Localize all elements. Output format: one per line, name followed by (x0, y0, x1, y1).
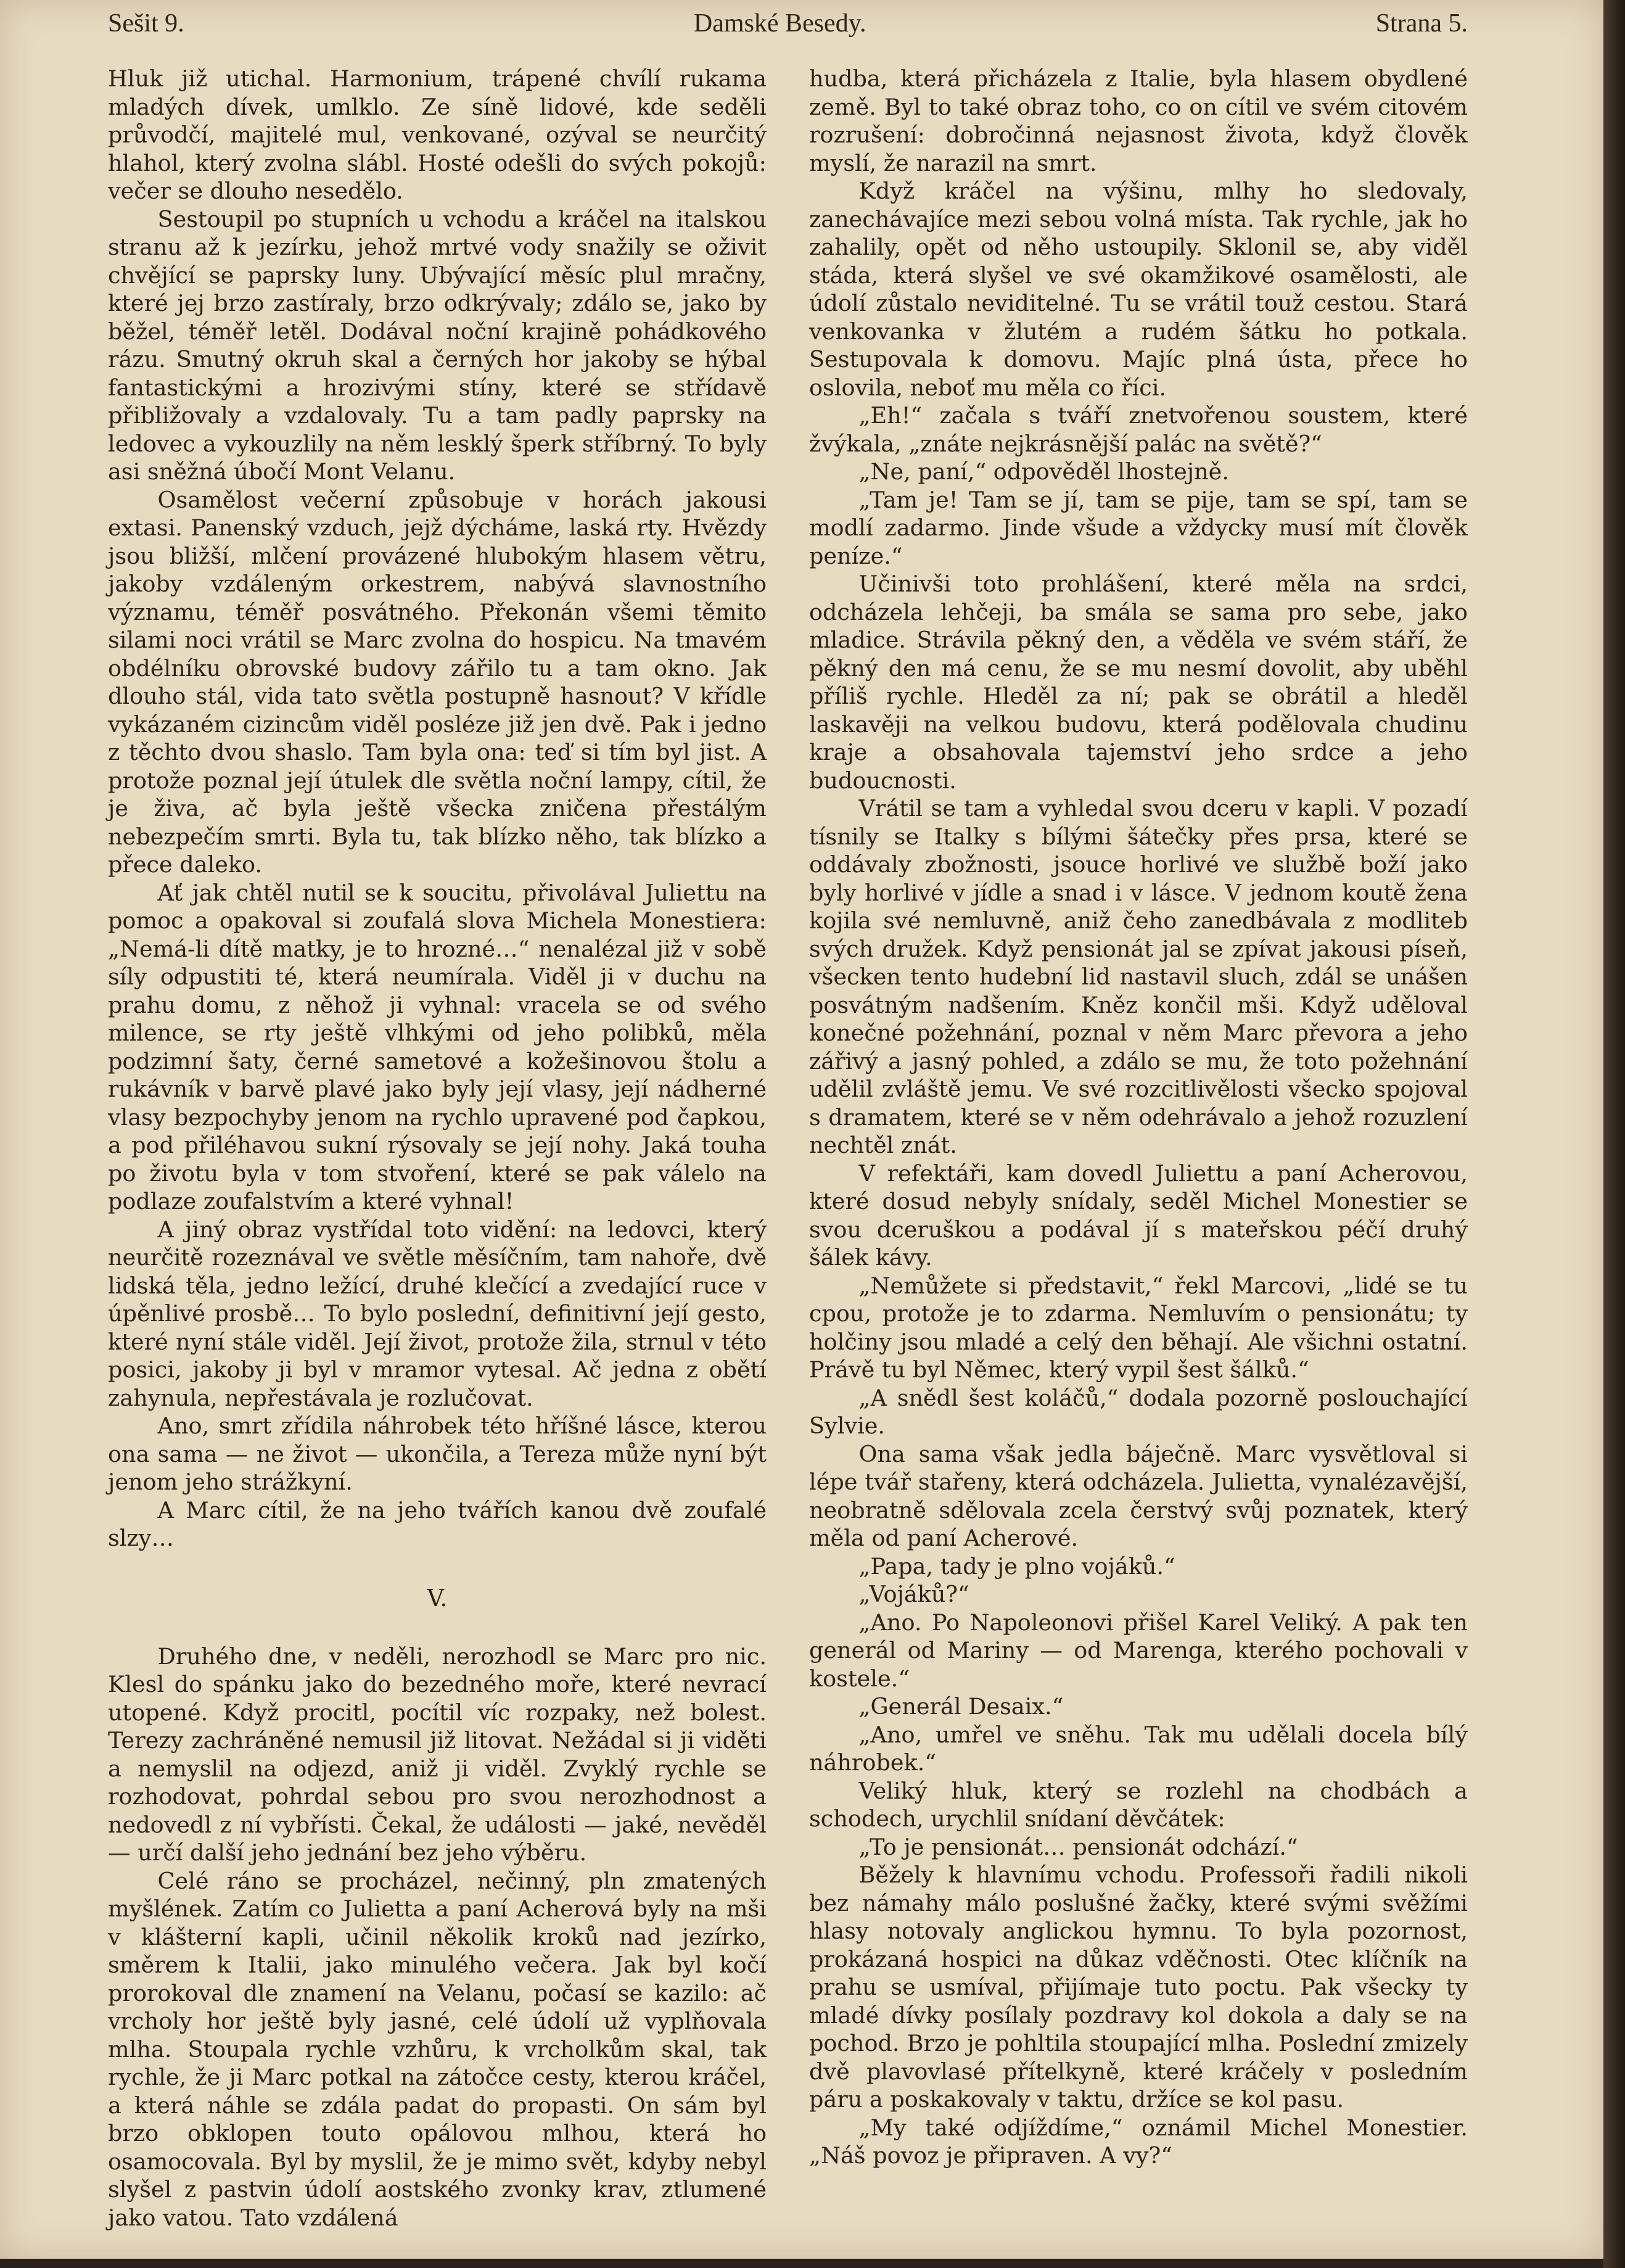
paragraph: „Ano. Po Napoleonovi přišel Karel Veliký. A pak ten generál od Mariny — od Marenga, kterého pochovali v kostele.“ (809, 1609, 1468, 1692)
paragraph: „Ne, paní,“ odpověděl lhostejně. (858, 458, 1229, 485)
paragraph: Ona sama však jedla báječně. Marc vysvětloval si lépe tvář stařeny, která odcházela. Julietta, vynalézavější, neobratně sdělovala zcela čerstvý svůj poznatek, který měla od paní Acherové. (809, 1440, 1468, 1551)
paragraph: „To je pensionát… pensionát odchází.“ (858, 1833, 1298, 1860)
paragraph: „Eh!“ začala s tváří znetvořenou soustem, které žvýkala, „znáte nejkrásnější palác na světě?“ (809, 402, 1468, 457)
paragraph: V refektáři, kam dovedl Juliettu a paní Acherovou, které dosud nebyly snídaly, seděl Michel Monestier se svou dceruškou a podával jí s mateřskou péčí druhý šálek kávy. (809, 1160, 1468, 1271)
binding-edge (1603, 0, 1625, 2268)
left-column (108, 65, 767, 2232)
paragraph: Hluk již utichal. Harmonium, trápené chvílí rukama mladých dívek, umlklo. Ze síně lidové, kde seděli průvodčí, majitelé mul, venkované, ozýval se neurčitý hlahol, který zvolna slábl. Hosté odešli do svých pokojů: večer se dlouho nesedělo. (108, 65, 767, 204)
paragraph: A Marc cítil, že na jeho tvářích kanou dvě zoufalé slzy… (108, 1496, 767, 1551)
paragraph: „My také odjíždíme,“ oznámil Michel Monestier. „Náš povoz je připraven. A vy?“ (809, 2114, 1468, 2169)
magazine-title: Damské Besedy. (693, 9, 866, 38)
paragraph: Když kráčel na výšinu, mlhy ho sledovaly, zanechávajíce mezi sebou volná místa. Tak rychle, jak ho zahalily, opět od něho ustoupily. Sklonil se, aby viděl stáda, která slyšel ve své okamžikové osamělosti, ale údolí zůstalo neviditelné. Tu se vrátil touž cestou. Stará venkovanka v žlutém a rudém šátku ho potkala. Sestupovala k domovu. Majíc plná ústa, přece ho oslovila, neboť mu měla co říci. (809, 178, 1468, 401)
paragraph: Učinivši toto prohlášení, které měla na srdci, odcházela lehčeji, ba smála se sama pro sebe, jako mladice. Strávila pěkný den, a věděla ve svém stáří, že pěkný den má cenu, že se mu nesmí dovolit, aby uběhl příliš rychle. Hleděl za ní; pak se obrátil a hleděl laskavěji na velkou budovu, která podělovala chudinu kraje a obsahovala tajemství jeho srdce a jeho budoucnosti. (809, 571, 1468, 794)
paragraph: Vrátil se tam a vyhledal svou dceru v kapli. V pozadí tísnily se Italky s bílými šátečky přes prsa, které se oddávaly zbožnosti, jsouce horlivé ve službě boží jako byly horlivé v jídle a snad i v lásce. V jednom koutě žena kojila své nemluvně, aniž čeho zanedbávala z modliteb svých družek. Když pensionát jal se zpívat jakousi píseň, všecken tento hudební lid nastavil sluch, zdál se unášen posvátným nadšením. Kněz končil mši. Když uděloval konečné požehnání, poznal v něm Marc převora a jeho zářivý a jasný pohled, a zdálo se mu, že toto požehnání udělil zvláště jemu. Ve své rozcitlivělosti všecko spojoval s dramatem, které se v něm odehrávalo a jehož rozuzlení nechtěl znát. (809, 795, 1468, 1158)
paragraph: „Papa, tady je plno vojáků.“ (858, 1553, 1175, 1580)
paragraph: Ať jak chtěl nutil se k soucitu, přivolával Juliettu na pomoc a opakoval si zoufalá slova Michela Monestiera: „Nemá-li dítě matky, je to hrozné…“ nenalézal již v sobě síly odpustiti té, která neumírala. Viděl ji v duchu na prahu domu, z něhož ji vyhnal: vracela se od svého milence, se rty ještě vlhkými od jeho polibků, měla podzimní šaty, černé sametové a kožešinovou štolu a rukávník v barvě plavé jako byly její vlasy, její nádherné vlasy bezpochyby jenom na rychlo upravené pod čapkou, a pod přiléhavou sukní rýsovaly se její nohy. Jaká touha po životu byla v tom stvoření, které se pak válelo na podlaze zoufalstvím a které vyhnal! (108, 879, 767, 1214)
paragraph: Ano, smrt zřídila náhrobek této hříšné lásce, kterou ona sama — ne život — ukončila, a Tereza může nyní být jenom jeho strážkyní. (108, 1412, 767, 1495)
paragraph: Celé ráno se procházel, nečinný, pln zmatených myšlének. Zatím co Julietta a paní Acherová byly na mši v klášterní kapli, učinil několik kroků nad jezírko, směrem k Italii, jako minulého večera. Jak byl kočí prorokoval dle znamení na Velanu, počasí se kazilo: ač vrcholy hor ještě byly jasné, celé údolí už vyplňovala mlha. Stoupala rychle vzhůru, k vrcholkům skal, tak rychle, že ji Marc potkal na zátočce cesty, kterou kráčel, a která náhle se zdála padat do propasti. On sám byl brzo obklopen touto opálovou mlhou, která ho osamocovala. Byl by myslil, že je mimo svět, kdyby nebyl slyšel z pastvin údolí aostského zvonky krav, ztlumené jako vatou. Tato vzdálená (108, 1867, 767, 2231)
paragraph: „Generál Desaix.“ (858, 1693, 1064, 1720)
running-head (108, 5, 1468, 42)
paragraph: hudba, která přicházela z Italie, byla hlasem obydlené země. Byl to také obraz toho, co on cítil ve svém citovém rozrušení: dobročinná nejasnost života, když člověk myslí, že narazil na smrt. (809, 65, 1468, 176)
issue-number: Sešit 9. (108, 9, 184, 38)
right-column (809, 65, 1468, 2232)
paragraph: Běžely k hlavnímu vchodu. Professoři řadili nikoli bez námahy málo poslušné žačky, které svými svěžími hlasy notovaly anglickou hymnu. To byla pozornost, prokázaná hospici na důkaz vděčnosti. Otec klíčník na prahu se usmíval, přijímaje tuto poctu. Pak všecky ty mladé dívky posílaly pozdravy kol dokola a daly se na pochod. Brzo je pohltila stoupající mlha. Poslední zmizely dvě plavovlasé přítelkyně, které kráčely v posledním páru a poskakovaly v taktu, držíce se kol pasu. (809, 1862, 1468, 2113)
paragraph: A jiný obraz vystřídal toto vidění: na ledovci, který neurčitě rozeznával ve světle měsíčním, tam nahoře, dvě lidská těla, jedno ležící, druhé klečící a zvedající ruce v úpěnlivé prosbě… To bylo poslední, definitivní její gesto, které nyní stále viděl. Její život, protože žila, strnul v této posici, jakoby ji byl v mramor vytesal. Ač jedna z obětí zahynula, nepřestávala je rozlučovat. (108, 1216, 767, 1411)
paragraph: „A snědl šest koláčů,“ dodala pozorně poslouchající Sylvie. (809, 1384, 1468, 1439)
paragraph: Osamělost večerní způsobuje v horách jakousi extasi. Panenský vzduch, jejž dýcháme, laská rty. Hvězdy jsou bližší, mlčení provázené hlubokým hlasem větru, jakoby vzdáleným orkestrem, nabývá slavnostního významu, téměř posvátného. Překonán všemi těmito silami noci vrátil se Marc zvolna do hospicu. Na tmavém obdélníku obrovské budovy zářilo tu a tam okno. Jak dlouho stál, vida tato světla postupně hasnout? V křídle vykázaném cizincům viděl posléze již jen dvě. Pak i jedno z těchto dvou shaslo. Tam byla ona: teď si tím byl jist. A protože poznal její útulek dle světla noční lampy, cítil, že je živa, ač byla ještě všecka zničena přestálým nebezpečím smrti. Byla tu, tak blízko něho, tak blízko a přece daleko. (108, 486, 767, 878)
paragraph: Veliký hluk, který se rozlehl na chodbách a schodech, urychlil snídaní děvčátek: (809, 1777, 1468, 1832)
paragraph: Druhého dne, v neděli, nerozhodl se Marc pro nic. Klesl do spánku jako do bezedného moře, které nevrací utopené. Když procitl, pocítil víc rozpaky, než bolest. Terezy zachráněné nemusil již litovat. Nežádal si ji viděti a nemyslil na odjezd, aniž ji viděl. Zvyklý rychle se rozhodovat, pohrdal sebou pro svou nerozhodnost a nedovedl z ní vybřísti. Čekal, že události — jaké, nevěděl — určí další jeho jednání bez jeho výběru. (108, 1643, 767, 1866)
paragraph: „Tam je! Tam se jí, tam se pije, tam se spí, tam se modlí zadarmo. Jinde všude a vždycky musí mít člověk peníze.“ (809, 486, 1468, 569)
chapter-heading: V. (427, 1584, 448, 1612)
paragraph: „Vojáků?“ (858, 1581, 969, 1607)
text-columns (108, 65, 1468, 2232)
paragraph: „Ano, umřel ve sněhu. Tak mu udělali docela bílý náhrobek.“ (809, 1721, 1468, 1776)
paragraph: Sestoupil po stupních u vchodu a kráčel na italskou stranu až k jezírku, jehož mrtvé vody snažily se oživit chvějící se paprsky luny. Ubývající měsíc plul mračny, které jej brzo zastíraly, brzo odkrývaly; zdálo se, jako by běžel, téměř letěl. Dodával noční krajině pohádkového rázu. Smutný okruh skal a černých hor jakoby se hýbal fantastickými a hrozivými stíny, které se střídavě přibližovaly a vzdalovaly. Tu a tam padly paprsky na ledovec a vykouzlily na něm lesklý šperk stříbrný. To byly asi sněžná úbočí Mont Velanu. (108, 205, 767, 485)
page-number: Strana 5. (1375, 9, 1468, 38)
paragraph: „Nemůžete si představit,“ řekl Marcovi, „lidé se tu cpou, protože je to zdarma. Nemluvím o pensionátu; ty holčiny jsou mladé a celý den běhají. Ale všichni ostatní. Právě tu byl Němec, který vypil šest šálků.“ (809, 1272, 1468, 1383)
